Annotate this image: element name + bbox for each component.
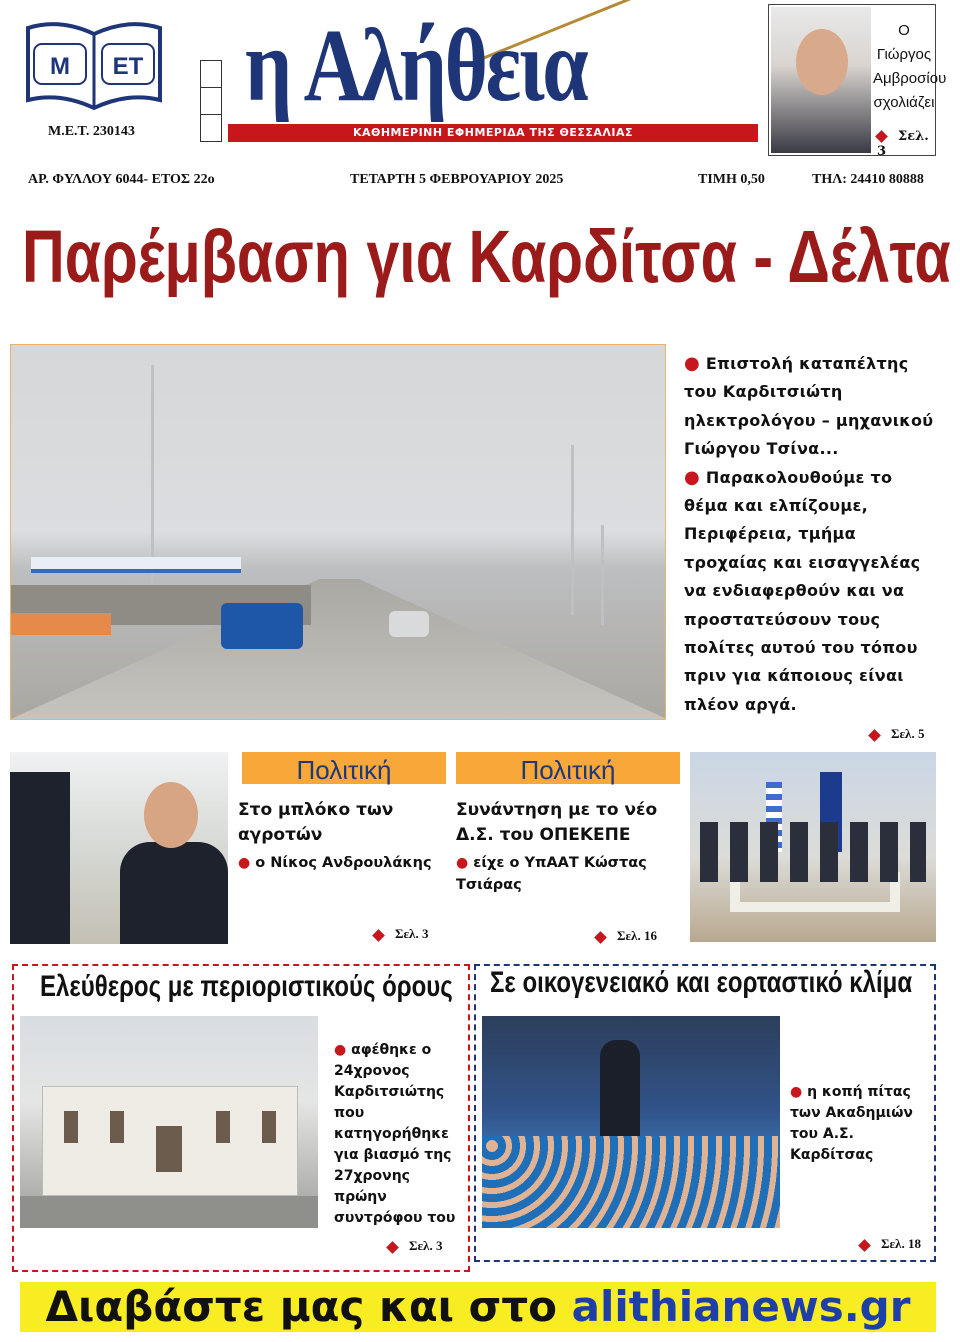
- columnist-face: [796, 29, 848, 95]
- sports-story-text-value: η κοπή πίτας των Ακαδημιών του Α.Σ. Καρδίτσας: [790, 1084, 913, 1163]
- window: [262, 1111, 276, 1143]
- person-suit: [120, 842, 228, 944]
- columnist-caption: [873, 19, 947, 115]
- page-ref-text: Σελ. 18: [881, 1236, 921, 1251]
- certification-badges: [200, 60, 222, 142]
- met-logo-letter-m: Μ: [50, 53, 70, 80]
- politics-right-page-ref[interactable]: [596, 928, 657, 944]
- lead-bullet-1-text: Επιστολή καταπέλτης του Καρδιτσιώτη ηλεκτρολόγου – μηχανικού Γιώργου Τσίνα...: [684, 354, 934, 459]
- window: [64, 1111, 78, 1143]
- sports-story-page-ref[interactable]: [860, 1236, 921, 1252]
- newspaper-subtitle: ΚΑΘΗΜΕΡΙΝΗ ΕΦΗΜΕΡΙΔΑ ΤΗΣ ΘΕΣΣΑΛΙΑΣ: [228, 124, 758, 142]
- politics-right-title[interactable]: Συνάντηση με το νέο Δ.Σ. του ΟΠΕΚΕΠΕ: [456, 800, 658, 845]
- category-politics-left: Πολιτική: [242, 752, 446, 784]
- website-banner[interactable]: [20, 1282, 936, 1332]
- court-story-text-value: αφέθηκε ο 24χρονος Καρδιτσιώτης που κατηγορήθηκε για βιασμό της 27χρονης πρώην συντρόφου του: [334, 1042, 456, 1226]
- lead-page-ref[interactable]: [870, 726, 924, 742]
- category-politics-right: Πολιτική: [456, 752, 680, 784]
- children-crowd: [482, 1136, 780, 1228]
- white-car: [389, 611, 429, 637]
- basketball-academy-photo[interactable]: [482, 1016, 780, 1228]
- construction-barriers: [11, 613, 111, 635]
- diamond-icon: [372, 929, 385, 942]
- issue-date: ΤΕΤΑΡΤΗ 5 ΦΕΒΡΟΥΑΡΙΟΥ 2025: [350, 172, 564, 187]
- person-left: [10, 772, 70, 944]
- met-code: Μ.Ε.Τ. 230143: [48, 124, 135, 139]
- website-banner-lead: Διαβάστε μας και στο: [45, 1282, 558, 1331]
- contact-phone: ΤΗΛ: 24410 80888: [812, 172, 924, 187]
- sports-story-text: [790, 1082, 930, 1166]
- main-headline[interactable]: Παρέμβαση για Καρδίτσα - Δέλτα: [22, 215, 951, 298]
- court-story-page-ref[interactable]: [388, 1238, 442, 1254]
- bullet-icon: ●: [334, 1042, 347, 1058]
- light-pole: [601, 525, 604, 625]
- badge-icon: [201, 115, 221, 142]
- androulakis-photo[interactable]: [10, 752, 228, 944]
- courtyard: [20, 1196, 318, 1228]
- bullet-icon: ●: [238, 855, 251, 871]
- window: [216, 1111, 230, 1143]
- politics-left-text: [238, 852, 438, 874]
- page-ref-text: Σελ. 3: [409, 1238, 443, 1253]
- diamond-icon: [875, 130, 888, 143]
- court-story-title[interactable]: Ελεύθερος με περιοριστικούς όρους: [40, 970, 453, 1003]
- door: [156, 1126, 182, 1172]
- opekepe-meeting-photo[interactable]: [690, 752, 936, 942]
- newspaper-title[interactable]: η Αλήθεια: [245, 8, 587, 123]
- columnist-page-ref: [877, 129, 935, 159]
- met-logo-letter-et: ΕΤ: [112, 53, 144, 80]
- badge-icon: [201, 61, 221, 88]
- issue-price: ΤΙΜΗ 0,50: [698, 172, 765, 187]
- met-logo: [20, 18, 168, 114]
- page-ref-text: Σελ. 5: [891, 726, 925, 741]
- badge-icon: [201, 88, 221, 115]
- website-url-link[interactable]: alithianews.gr: [571, 1282, 911, 1331]
- lead-bullet-2: [684, 464, 934, 720]
- politics-left-text-value: ο Νίκος Ανδρουλάκης: [255, 855, 432, 871]
- bullet-icon: ●: [684, 353, 701, 374]
- lead-story-photo[interactable]: [10, 344, 666, 720]
- diamond-icon: [858, 1239, 871, 1252]
- meeting-attendees: [700, 822, 926, 882]
- columnist-line-1: Ο Γιώργος: [876, 22, 932, 63]
- columnist-box[interactable]: [768, 4, 947, 159]
- page-ref-text: Σελ. 3: [395, 926, 429, 941]
- bullet-icon: ●: [456, 855, 469, 871]
- court-story-text: [334, 1040, 456, 1229]
- diamond-icon: [386, 1241, 399, 1254]
- blue-car: [221, 603, 303, 649]
- bullet-icon: ●: [790, 1084, 803, 1100]
- politics-left-page-ref[interactable]: [374, 926, 428, 942]
- diamond-icon: [594, 931, 607, 944]
- diamond-icon: [868, 729, 881, 742]
- lead-bullet-1: [684, 350, 934, 464]
- columnist-line-2: Αμβροσίου: [873, 70, 947, 87]
- page-ref-text: Σελ. 3: [877, 129, 929, 159]
- window: [110, 1111, 124, 1143]
- issue-number: ΑΡ. ΦΥΛΛΟΥ 6044- ΕΤΟΣ 22ο: [28, 172, 215, 187]
- gas-station-canopy: [31, 557, 241, 573]
- columnist-line-3: σχολιάζει: [873, 94, 935, 111]
- person-face: [144, 782, 198, 848]
- lead-bullet-2-text: Παρακολουθούμε το θέμα και ελπίζουμε, Περιφέρεια, τμήμα τροχαίας και εισαγγελέας να ενδιαφερθούν και να προστατεύσουν τους πολίτες αυτού του τόπου πριν για κάποιους είναι πλέον αργά.: [684, 467, 921, 714]
- politics-right-text-value: είχε ο ΥπΑΑΤ Κώστας Τσιάρας: [456, 855, 647, 893]
- columnist-photo: [771, 7, 871, 153]
- politics-right-text: [456, 852, 676, 896]
- light-pole: [571, 445, 574, 615]
- lead-story-text: [684, 350, 934, 719]
- page-ref-text: Σελ. 16: [617, 928, 657, 943]
- bullet-icon: ●: [684, 466, 701, 488]
- politics-left-title[interactable]: Στο μπλόκο των αγροτών: [238, 800, 394, 845]
- sports-story-title[interactable]: Σε οικογενειακό και εορταστικό κλίμα: [490, 966, 913, 999]
- courthouse-photo[interactable]: [20, 1016, 318, 1228]
